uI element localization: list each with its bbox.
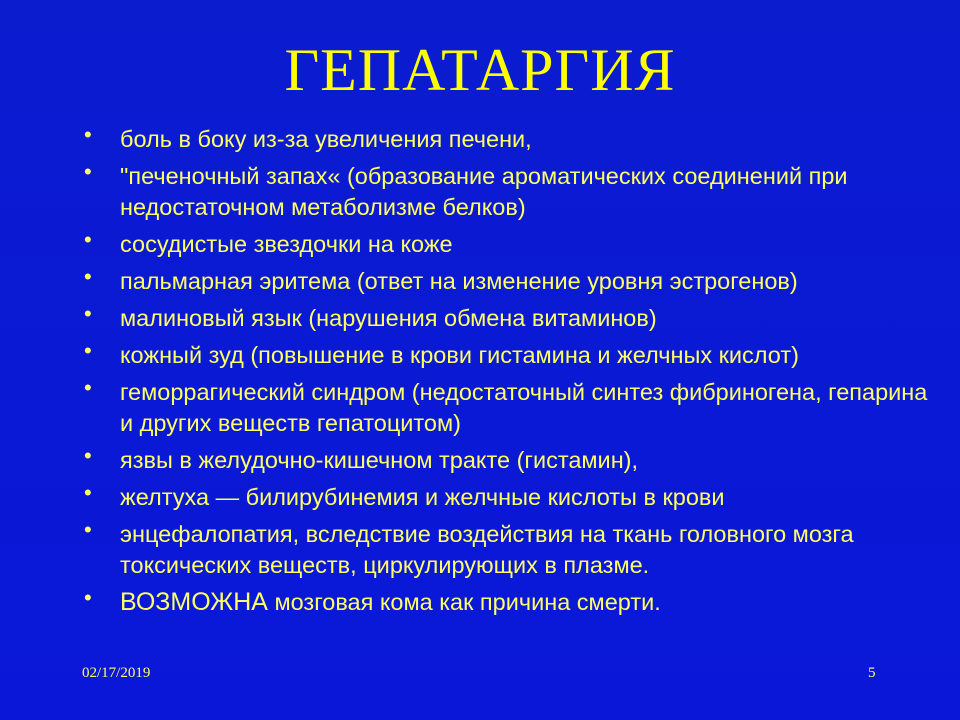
bullet-dot: • <box>84 375 92 400</box>
bullet-dot: • <box>84 443 92 468</box>
bullet-list <box>80 124 930 624</box>
bullet-dot: • <box>84 159 92 184</box>
list-item <box>80 303 930 334</box>
bullet-text: "печеночный запах« (образование ароматических соединений при недостаточном метаболизме белков) <box>120 163 848 220</box>
bullet-dot: • <box>84 122 92 147</box>
bullet-text: боль в боку из-за увеличения печени, <box>120 126 532 152</box>
bullet-text: энцефалопатия, вследствие воздействия на ткань головного мозга токсических веществ, циркулирующих в плазме. <box>120 521 854 578</box>
list-item <box>80 229 930 260</box>
page-number: 5 <box>868 665 876 681</box>
list-item <box>80 266 930 297</box>
list-item <box>80 161 930 223</box>
bullet-dot: • <box>84 301 92 326</box>
bullet-text: сосудистые звездочки на коже <box>120 231 453 257</box>
footer-date: 02/17/2019 <box>82 665 151 681</box>
bullet-dot: • <box>84 517 92 542</box>
bullet-text: малиновый язык (нарушения обмена витаминов) <box>120 305 657 331</box>
bullet-dot: • <box>84 480 92 505</box>
bullet-text: геморрагический синдром (недостаточный синтез фибриногена, гепарина и других веществ гепатоцитом) <box>120 379 928 436</box>
list-item <box>80 340 930 371</box>
list-item <box>80 519 930 581</box>
bullet-text: кожный зуд (повышение в крови гистамина и желчных кислот) <box>120 342 799 368</box>
list-item <box>80 377 930 439</box>
list-item <box>80 124 930 155</box>
bullet-text: желтуха — билирубинемия и желчные кислоты в крови <box>120 484 725 510</box>
list-item <box>80 587 930 618</box>
bullet-text: пальмарная эритема (ответ на изменение уровня эстрогенов) <box>120 268 798 294</box>
bullet-text: мозговая кома как причина смерти. <box>267 589 661 615</box>
bullet-dot: • <box>84 585 92 610</box>
list-item <box>80 445 930 476</box>
bullet-emphasis: ВОЗМОЖНА <box>120 588 268 616</box>
slide-title: ГЕПАТАРГИЯ <box>284 37 676 103</box>
bullet-dot: • <box>84 264 92 289</box>
bullet-dot: • <box>84 338 92 363</box>
list-item <box>80 482 930 513</box>
bullet-dot: • <box>84 227 92 252</box>
bullet-text: язвы в желудочно-кишечном тракте (гистамин), <box>120 447 639 473</box>
